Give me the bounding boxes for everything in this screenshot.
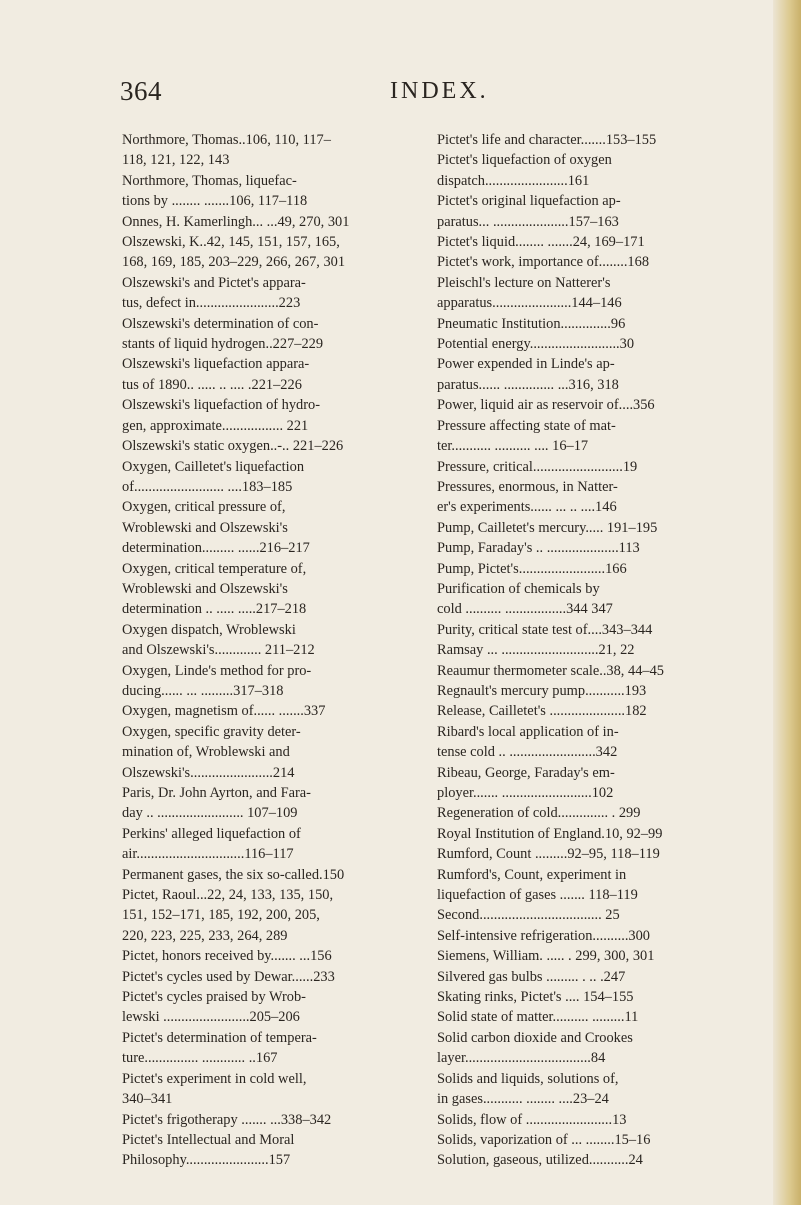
index-entry [437,967,711,987]
index-entry-line: Pictet's work, importance of........168 [437,254,650,271]
index-entry [122,559,400,620]
index-entry [437,661,711,681]
index-entry-line: of......................... ....183–185 [122,478,293,495]
index-entry-line: Olszewski's static oxygen..-.. 221–226 [122,438,344,455]
index-entry [437,844,711,864]
index-entry [437,1069,711,1110]
index-entry [122,395,400,436]
index-entry-line: Pictet's original liquefaction ap- [437,193,621,210]
index-entry-line: ployer....... .........................102 [437,785,614,801]
index-entry [437,334,711,354]
index-entry [437,946,711,966]
index-entry-line: Solution, gaseous, utilized...........24 [437,1152,643,1169]
index-entry [437,865,711,906]
index-entry-line: Pressure affecting state of mat- [437,417,616,434]
index-entry-line: lewski ........................205–206 [122,1009,300,1026]
index-entry-line: dispatch.......................161 [437,172,590,189]
index-entry-line: Self-intensive refrigeration..........300 [437,927,650,944]
index-entry-line: Pneumatic Institution..............96 [437,315,626,332]
index-entry-line: Reaumur thermometer scale..38, 44–45 [437,662,664,679]
index-entry-line: 118, 121, 122, 143 [122,152,230,169]
index-entry [437,232,711,252]
index-entry-line: Pictet's life and character.......153–155 [437,132,657,148]
index-entry [437,803,711,823]
index-entry-line: 168, 169, 185, 203–229, 266, 267, 301 [122,254,346,271]
index-entry [122,824,400,865]
index-entry [437,416,711,457]
index-entry-line: Solids, flow of ........................13 [437,1111,627,1128]
index-entry-line: Silvered gas bulbs ......... . .. .247 [437,968,626,985]
index-entry-line: apparatus......................144–146 [437,295,622,312]
index-entry-line: Olszewski's determination of con- [122,315,319,332]
index-entry-line: Purity, critical state test of....343–344 [437,621,653,638]
index-entry-line: ter........... .......... .... 16–17 [437,438,589,455]
index-entry-line: Ramsay ... ...........................21, 22 [437,642,635,659]
index-entry-line: Olszewski's liquefaction appara- [122,356,310,373]
index-entry-line: Oxygen, specific gravity deter- [122,723,301,740]
index-entry-line: in gases........... ........ ....23–24 [437,1091,609,1108]
index-entry-line: paratus... .....................157–163 [437,213,619,230]
index-entry-line: Pictet's cycles used by Dewar......233 [122,968,335,985]
index-entry-line: Pictet's experiment in cold well, [122,1070,307,1087]
index-entry-line: Pressure, critical.........................19 [437,458,638,475]
index-entry [437,905,711,925]
index-entry-line: Oxygen, Linde's method for pro- [122,662,312,679]
index-entry [437,191,711,232]
index-entry-line: Permanent gases, the six so-called.150 [122,866,345,883]
index-entry-line: Olszewski's and Pictet's appara- [122,274,306,291]
index-entry-line: Paris, Dr. John Ayrton, and Fara- [122,785,311,801]
index-entry-line: Olszewski's liquefaction of hydro- [122,397,321,414]
index-entry [437,559,711,579]
index-entry-line: Pictet, Raoul...22, 24, 133, 135, 150, [122,887,334,904]
index-entry [437,926,711,946]
index-entry-line: Oxygen, critical pressure of, [122,499,286,516]
index-entry-line: Pressures, enormous, in Natter- [437,478,618,495]
index-entry-line: Philosophy.......................157 [122,1152,291,1169]
index-entry-line: Northmore, Thomas..106, 110, 117– [122,132,331,148]
index-entry [437,1007,711,1027]
index-entry-line: Power expended in Linde's ap- [437,356,615,373]
index-entry-line: 340–341 [122,1091,173,1108]
index-entry-line: Olszewski, K..42, 145, 151, 157, 165, [122,234,340,251]
index-entry-line: Pictet's liquid........ .......24, 169–171 [437,234,645,251]
index-entry [122,1130,400,1171]
index-entry-line: Rumford, Count .........92–95, 118–119 [437,846,660,863]
index-entry-line: Potential energy.........................30 [437,336,635,353]
index-entry-line: determination......... ......216–217 [122,540,310,557]
index-entry [122,885,400,946]
index-entry-line: ducing...... ... .........317–318 [122,682,284,699]
index-entry-line: Wroblewski and Olszewski's [122,519,288,536]
index-column-left [122,130,400,1171]
index-entry [122,171,400,212]
index-entry [437,518,711,538]
index-entry-line: ture............... ............ ..167 [122,1050,278,1067]
index-entry [437,579,711,620]
index-entry-line: liquefaction of gases ....... 118–119 [437,887,638,904]
index-entry-line: and Olszewski's............. 211–212 [122,642,315,659]
index-entry-line: determination .. ..... .....217–218 [122,601,307,618]
index-entry [437,314,711,334]
page-edge-shadow [773,0,801,1205]
index-entry [122,967,400,987]
index-entry-line: paratus...... .............. ...316, 318 [437,376,619,393]
index-entry-line: Ribard's local application of in- [437,723,619,740]
index-entry-line: Pump, Faraday's .. ....................113 [437,540,640,557]
page-header [120,76,680,116]
index-entry-line: tus, defect in.......................223 [122,295,301,312]
index-entry-line: Regnault's mercury pump...........193 [437,682,647,699]
index-entry-line: Skating rinks, Pictet's .... 154–155 [437,989,634,1006]
index-entry [437,701,711,721]
index-entry [122,946,400,966]
index-entry [437,252,711,272]
index-entry-line: tions by ........ .......106, 117–118 [122,193,308,210]
index-entry [437,640,711,660]
index-entry [122,783,400,824]
index-entry-line: layer...................................84 [437,1050,606,1067]
index-entry [437,457,711,477]
index-entry [122,987,400,1028]
index-entry [437,273,711,314]
index-entry [122,1069,400,1110]
index-entry [122,232,400,273]
index-entry-line: Solids, vaporization of ... ........15–16 [437,1131,651,1148]
index-entry [122,212,400,232]
index-entry-line: 220, 223, 225, 233, 264, 289 [122,927,288,944]
index-entry-line: Rumford's, Count, experiment in [437,866,627,883]
index-entry-line: cold .......... .................344 347 [437,601,613,618]
index-entry [122,1028,400,1069]
index-entry-line: Power, liquid air as reservoir of....356 [437,397,655,414]
index-entry-line: er's experiments...... ... .. ....146 [437,499,617,516]
index-entry [437,620,711,640]
index-entry-line: Royal Institution of England.10, 92–99 [437,825,663,842]
index-entry-line: Oxygen, magnetism of...... .......337 [122,703,326,720]
running-head: INDEX. [390,78,489,104]
index-entry [122,620,400,661]
index-entry [437,987,711,1007]
index-entry-line: Oxygen, Cailletet's liquefaction [122,458,305,475]
index-entry [122,457,400,498]
index-entry-line: Pump, Pictet's........................166 [437,560,627,577]
index-entry [437,763,711,804]
index-entry [122,314,400,355]
index-entry [122,497,400,558]
index-entry-line: Solid carbon dioxide and Crookes [437,1029,633,1046]
index-entry [437,477,711,518]
index-entry [437,354,711,395]
index-entry-line: tense cold .. ........................342 [437,744,618,761]
index-entry [437,538,711,558]
index-entry [122,273,400,314]
index-entry-line: Wroblewski and Olszewski's [122,580,288,597]
index-entry [122,865,400,885]
index-entry-line: Pump, Cailletet's mercury..... 191–195 [437,519,658,536]
index-entry-line: Northmore, Thomas, liquefac- [122,172,297,189]
index-entry-line: Pictet, honors received by....... ...156 [122,948,332,965]
index-entry-line: Solids and liquids, solutions of, [437,1070,619,1087]
index-entry-line: Ribeau, George, Faraday's em- [437,764,615,781]
index-entry-line: Onnes, H. Kamerlingh... ...49, 270, 301 [122,213,350,230]
index-entry-line: Solid state of matter.......... .........11 [437,1009,639,1026]
index-entry [437,1150,711,1170]
index-entry-line: Second.................................. 25 [437,907,620,924]
index-entry-line: day .. ........................ 107–109 [122,805,298,822]
index-entry [437,1028,711,1069]
index-entry [122,130,400,171]
index-entry [437,130,711,150]
index-entry-line: Olszewski's.......................214 [122,764,295,781]
index-entry-line: gen, approximate................. 221 [122,417,309,434]
index-entry-line: Oxygen, critical temperature of, [122,560,307,577]
index-entry-line: air..............................116–117 [122,846,294,863]
index-entry [437,1130,711,1150]
index-entry [437,150,711,191]
index-entry-line: Oxygen dispatch, Wroblewski [122,621,296,638]
index-entry-line: Pictet's cycles praised by Wrob- [122,989,306,1006]
index-entry [437,824,711,844]
index-entry [437,681,711,701]
index-entry [437,722,711,763]
index-entry-line: mination of, Wroblewski and [122,744,290,761]
index-entry-line: Pictet's Intellectual and Moral [122,1131,295,1148]
index-entry-line: Release, Cailletet's .....................182 [437,703,647,720]
index-entry-line: Pictet's liquefaction of oxygen [437,152,612,169]
index-entry-line: Purification of chemicals by [437,580,600,597]
index-column-right [437,130,711,1171]
index-entry [122,354,400,395]
index-entry [122,701,400,721]
index-entry-line: stants of liquid hydrogen..227–229 [122,336,324,353]
page-number: 364 [120,76,162,106]
index-entry-line: 151, 152–171, 185, 192, 200, 205, [122,907,320,924]
index-entry [122,1110,400,1130]
index-entry [437,1110,711,1130]
index-entry-line: Pictet's determination of tempera- [122,1029,317,1046]
index-entry-line: Pictet's frigotherapy ....... ...338–342 [122,1111,332,1128]
index-entry [437,395,711,415]
index-entry [122,436,400,456]
index-entry-line: Pleischl's lecture on Natterer's [437,274,611,291]
index-entry-line: tus of 1890.. ..... .. .... .221–226 [122,376,302,393]
index-entry [122,661,400,702]
index-entry-line: Siemens, William. ..... . 299, 300, 301 [437,948,655,965]
index-entry [122,722,400,783]
index-entry-line: Perkins' alleged liquefaction of [122,825,301,842]
index-entry-line: Regeneration of cold.............. . 299 [437,805,641,822]
